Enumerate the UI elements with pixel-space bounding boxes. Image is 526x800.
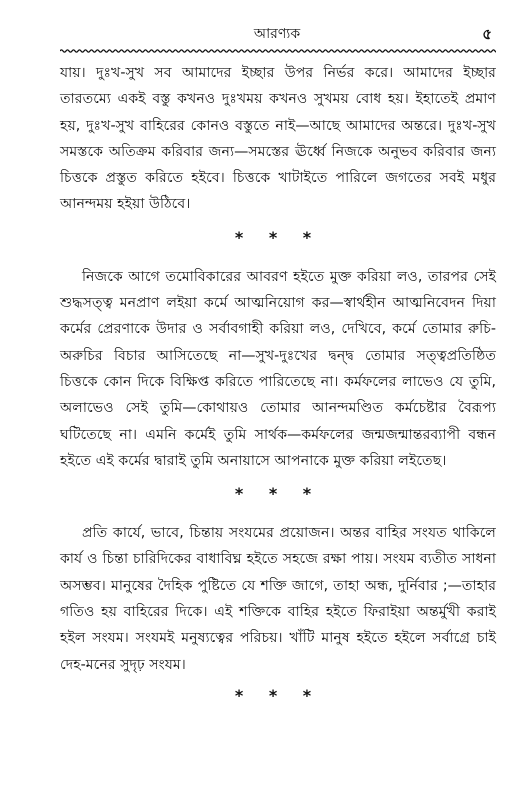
paragraph-1: যায়। দুঃখ-সুখ সব আমাদের ইচ্ছার উপর নির্ভর করে। আমাদের ইচ্ছার তারতম্যে একই বস্তু কখনও দুঃখময় কখনও সুখময় বোধ হয়। ইহাতেই প্রমাণ হয়, দুঃখ-সুখ বাহিরের কোনও বস্তুতে নাই—আছে আমাদের অন্তরে। দুঃখ-সুখ সমস্তকে অতিক্রম করিবার জন্য—সমস্তের ঊর্ধ্বে নিজকে অনুভব করিবার জন্য চিত্তকে প্রস্তুত করিতে হইবে। চিত্তকে খাটাইতে পারিলে জগতের সবই মধুর আনন্দময় হইয়া উঠিবে।: [60, 65, 496, 213]
paragraph-2: নিজকে আগে তমোবিকারের আবরণ হইতে মুক্ত করিয়া লও, তারপর সেই শুদ্ধসত্ত্ব মনপ্রাণ লইয়া কর্মে আত্মনিয়োগ কর—স্বার্থহীন আত্মনিবেদন দিয়া কর্মের প্রেরণাকে উদার ও সর্বাবগাহী করিয়া লও, দেখিবে, কর্মে তোমার রুচি-অরুচির বিচার আসিতেছে না—সুখ-দুঃখের দ্বন্দ্ব তোমার সত্ত্বপ্রতিষ্ঠিত চিত্তকে কোন দিকে বিক্ষিপ্ত করিতে পারিতেছে না। কর্মফলের লাভেও যে তুমি, অলাভেও সেই তুমি—কোথায়ও তোমার আনন্দমণ্ডিত কর্মচেষ্টার বৈরূপ্য ঘটিতেছে না। এমনি কর্মেই তুমি সার্থক—কর্মফলের জন্মজন্মান্তরব্যাপী বন্ধন হইতে এই কর্মের দ্বারাই তুমি অনায়াসে আপনাকে মুক্ত করিয়া লইতেছ।: [60, 268, 496, 469]
wavy-divider: [60, 46, 496, 56]
section-separator-3: * * *: [234, 685, 322, 705]
section-separator-2: * * *: [234, 484, 322, 504]
page-number: ৫: [482, 25, 492, 43]
running-header: [60, 24, 494, 48]
running-header-title: আরণ্যক: [253, 26, 301, 42]
section-separator-1: * * *: [234, 227, 322, 247]
page-body: [60, 60, 496, 708]
paragraph-3: প্রতি কার্যে, ভাবে, চিন্তায় সংযমের প্রয়োজন। অন্তর বাহির সংযত থাকিলে কার্য ও চিন্তা চারিদিকের বাধাবিঘ্ন হইতে সহজে রক্ষা পায়। সংযম ব্যতীত সাধনা অসম্ভব। মানুষের দৈহিক পুষ্টিতে যে শক্তি জাগে, তাহা অন্ধ, দুর্নিবার ;—তাহার গতিও হয় বাহিরের দিকে। এই শক্তিকে বাহির হইতে ফিরাইয়া অন্তর্মুখী করাই হইল সংযম। সংযমই মনুষ্যত্বের পরিচয়। খাঁটি মানুষ হইতে হইলে সর্বাগ্রে চাই দেহ-মনের সুদৃঢ় সংযম।: [60, 525, 496, 673]
